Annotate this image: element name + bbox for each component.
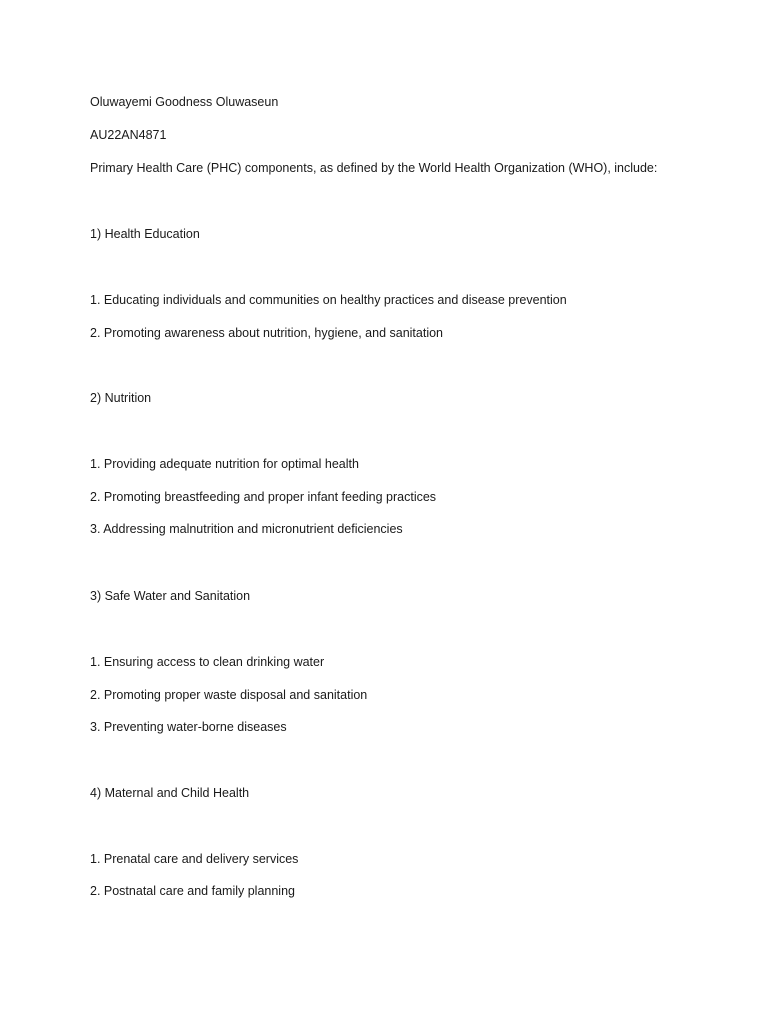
list-item: 1. Educating individuals and communities on healthy practices and disease prevention [90, 293, 567, 307]
list-item: 1. Ensuring access to clean drinking water [90, 655, 325, 669]
list-item: 2. Postnatal care and family planning [90, 884, 295, 898]
author-name: Oluwayemi Goodness Oluwaseun [90, 95, 279, 109]
section-heading-maternal-child-health: 4) Maternal and Child Health [90, 786, 250, 800]
list-item: 3. Preventing water-borne diseases [90, 720, 287, 734]
list-item: 3. Addressing malnutrition and micronutrient deficiencies [90, 522, 403, 536]
list-item: 1. Prenatal care and delivery services [90, 852, 299, 866]
list-item: 2. Promoting awareness about nutrition, hygiene, and sanitation [90, 326, 444, 340]
section-heading-nutrition: 2) Nutrition [90, 391, 152, 405]
section-heading-safe-water: 3) Safe Water and Sanitation [90, 589, 251, 603]
list-item: 1. Providing adequate nutrition for optimal health [90, 457, 359, 471]
list-item: 2. Promoting breastfeeding and proper infant feeding practices [90, 490, 437, 504]
intro-paragraph: Primary Health Care (PHC) components, as defined by the World Health Organization (WHO), include: [90, 161, 658, 175]
section-heading-health-education: 1) Health Education [90, 227, 200, 241]
list-item: 2. Promoting proper waste disposal and sanitation [90, 688, 368, 702]
student-id: AU22AN4871 [90, 128, 167, 142]
